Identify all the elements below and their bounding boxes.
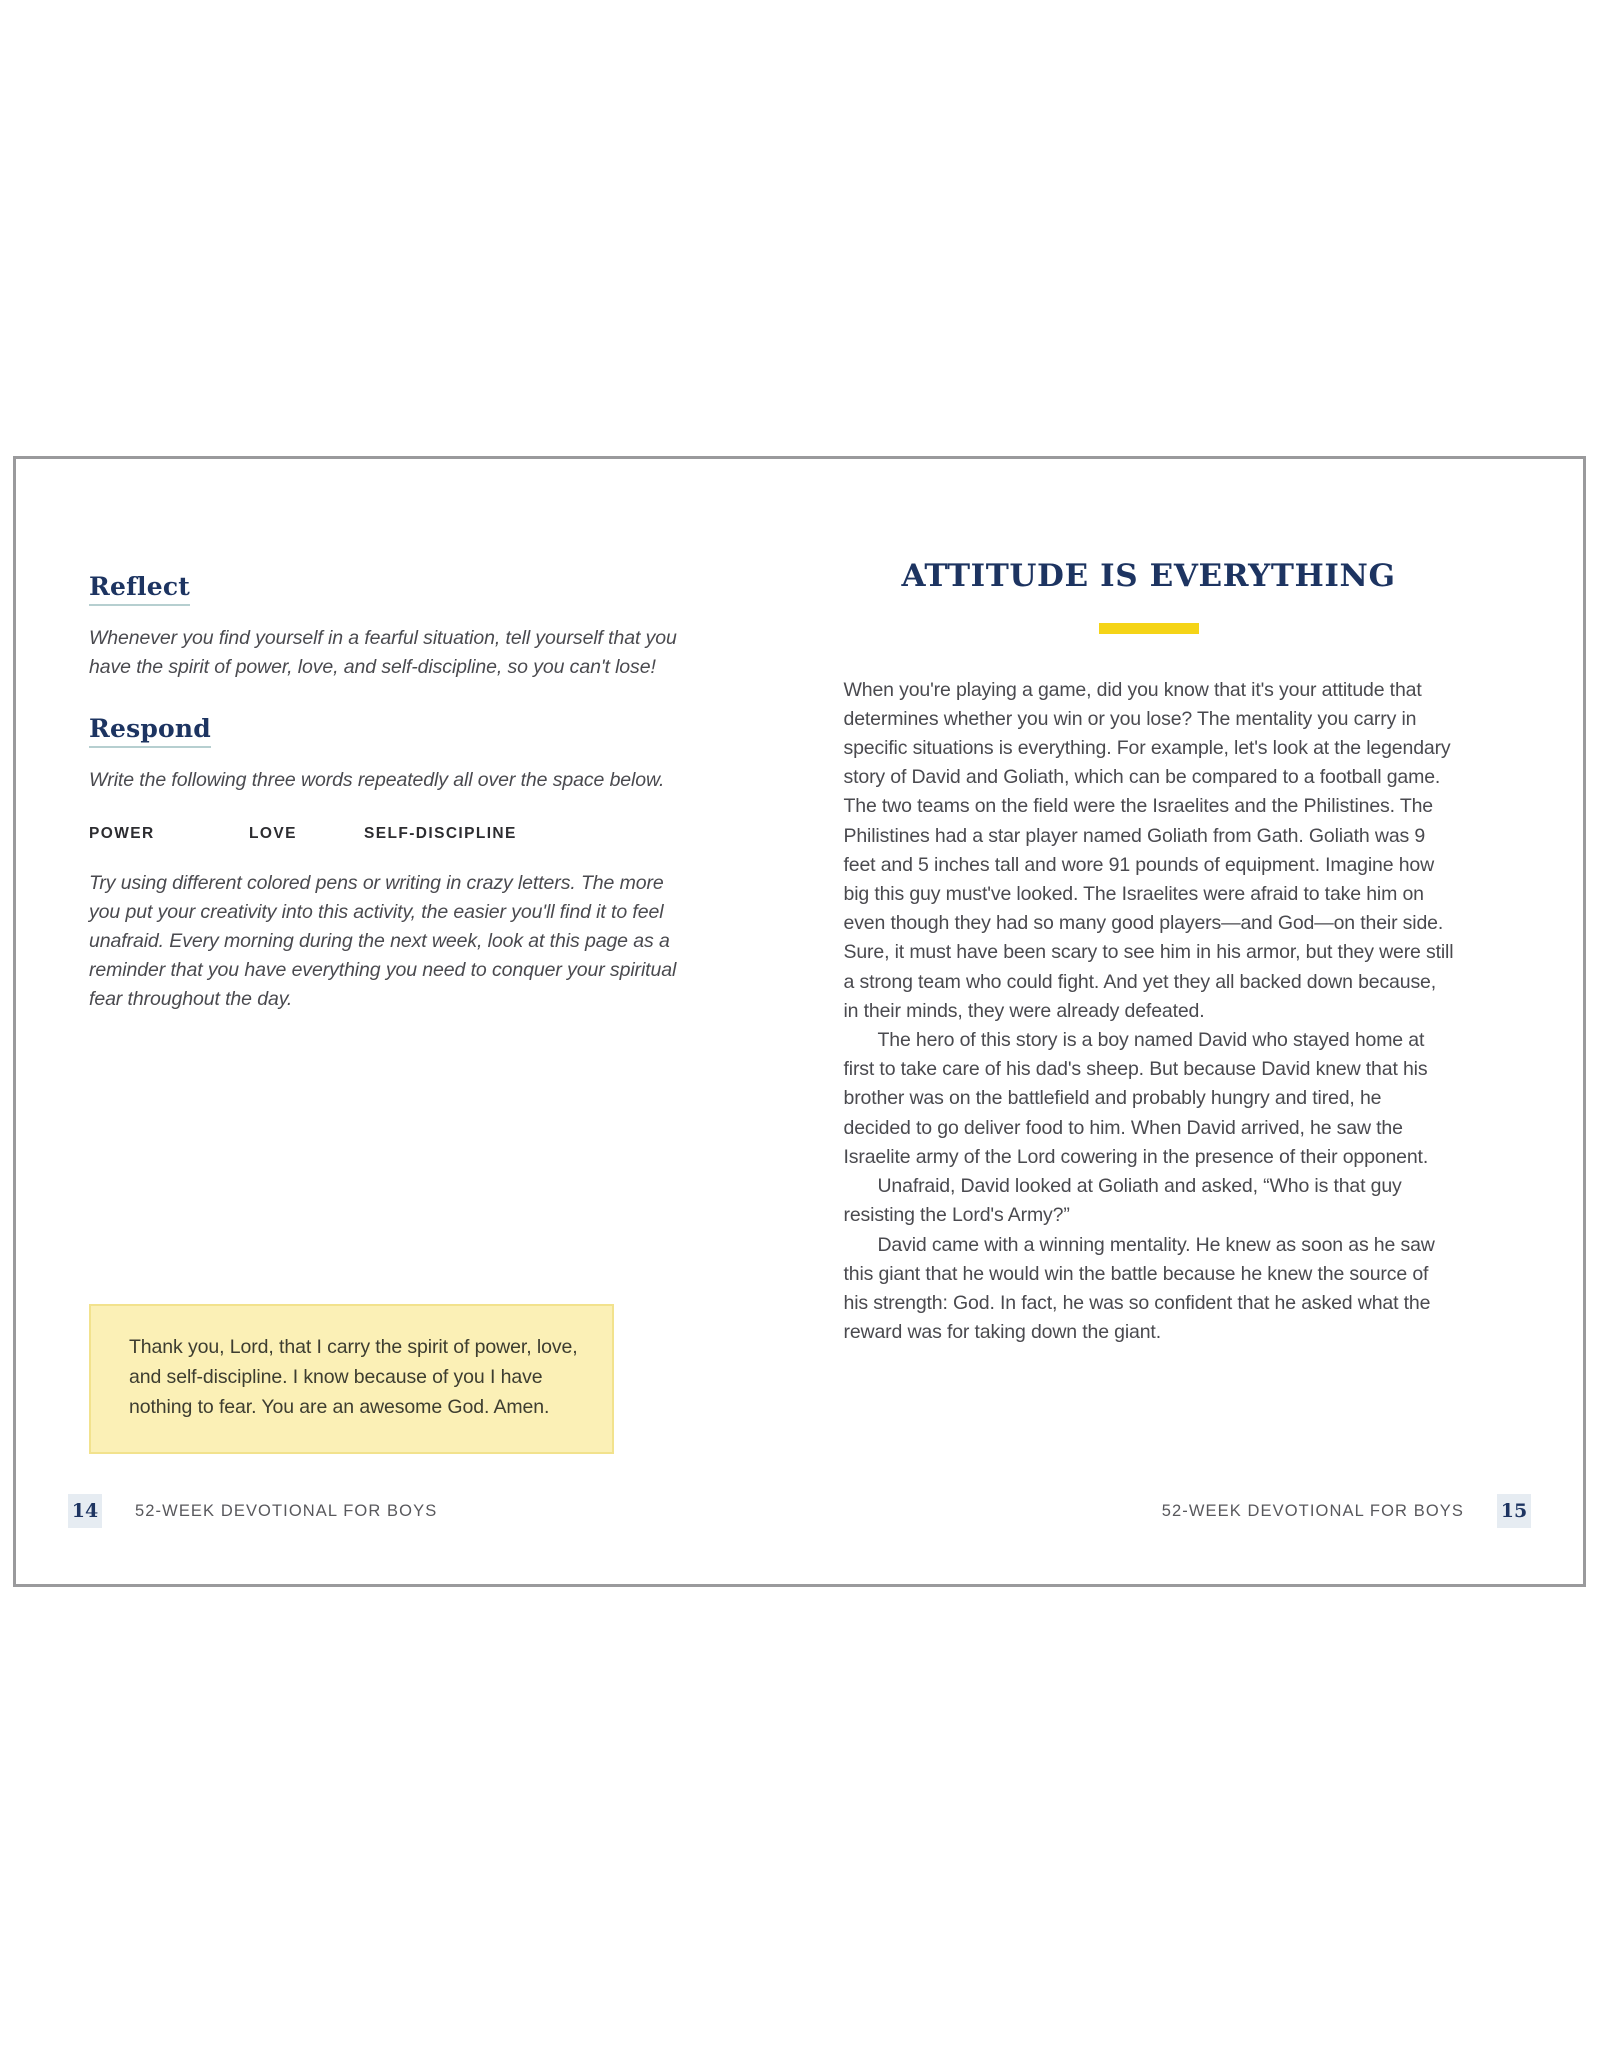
chapter-title: ATTITUDE IS EVERYTHING xyxy=(901,558,1396,594)
article-paragraph: Unafraid, David looked at Goliath and asked, “Who is that guy resisting the Lord's Army?” xyxy=(843,1175,1402,1227)
left-page-number: 14 xyxy=(68,1494,102,1528)
article-paragraph: David came with a winning mentality. He knew as soon as he saw this giant that he would win the battle because he knew the source of his strength: God. In fact, he was so confident that he asked what the reward was for taking down the giant. xyxy=(843,1233,1435,1344)
article-body xyxy=(844,676,1454,1348)
respond-heading: Respond xyxy=(89,716,211,748)
article-paragraph: When you're playing a game, did you know that it's your attitude that determines whether you win or you lose? The mentality you carry in specific situations is everything. For example, let's look at the legendary story of David and Goliath, which can be compared to a football game. The two teams on the field were the Israelites and the Philistines. The Philistines had a star player named Goliath from Gath. Goliath was 9 feet and 5 inches tall and wore 91 pounds of equipment. Imagine how big this guy must've looked. The Israelites were afraid to take him on even though they had so many good players—and God—on their side. Sure, it must have been scary to see him in his armor, but they were still a strong team who could fight. And yet they all backed down because, in their minds, they were already defeated. xyxy=(843,678,1454,1022)
prayer-text: Thank you, Lord, that I carry the spirit of power, love, and self-discipline. I know because of you I have nothing to fear. You are an awesome God. Amen. xyxy=(129,1336,578,1418)
keyword-self-discipline: SELF-DISCIPLINE xyxy=(364,825,517,842)
book-spread-frame xyxy=(13,456,1586,1587)
keyword-row xyxy=(89,825,689,843)
right-running-title: 52-WEEK DEVOTIONAL FOR BOYS xyxy=(1161,1501,1464,1520)
spacer-after-reflect xyxy=(89,682,689,716)
right-page-footer xyxy=(1162,1494,1531,1528)
left-page xyxy=(16,459,800,1584)
right-page xyxy=(800,459,1584,1584)
title-accent-rule xyxy=(1099,623,1199,634)
respond-heading-wrap xyxy=(89,716,689,748)
respond-intro-text: Write the following three words repeatedly all over the space below. xyxy=(89,769,665,791)
keyword-love: LOVE xyxy=(249,825,297,842)
right-page-content xyxy=(844,559,1454,1347)
keyword-power: POWER xyxy=(89,825,155,842)
right-page-number: 15 xyxy=(1497,1494,1531,1528)
reflect-body-text: Whenever you find yourself in a fearful situation, tell yourself that you have the spirit of power, love, and self-discipline, so you can't lose! xyxy=(89,627,677,678)
left-running-title: 52-WEEK DEVOTIONAL FOR BOYS xyxy=(135,1501,438,1520)
left-page-footer xyxy=(68,1494,437,1528)
reflect-heading-wrap xyxy=(89,574,689,606)
article-paragraph: The hero of this story is a boy named David who stayed home at first to take care of his dad's sheep. But because David knew that his brother was on the battlefield and probably hungry and tired, he decided to go deliver food to him. When David arrived, he saw the Israelite army of the Lord cowering in the presence of their opponent. xyxy=(843,1029,1429,1168)
respond-instructions-text: Try using different colored pens or writing in crazy letters. The more you put your creativity into this activity, the easier you'll find it to feel unafraid. Every morning during the next week, look at this page as a reminder that you have everything you need to conquer your spiritual fear throughout the day. xyxy=(89,872,677,1010)
prayer-callout-box xyxy=(89,1304,614,1454)
reflect-heading: Reflect xyxy=(89,574,190,606)
left-page-content xyxy=(89,574,689,1014)
